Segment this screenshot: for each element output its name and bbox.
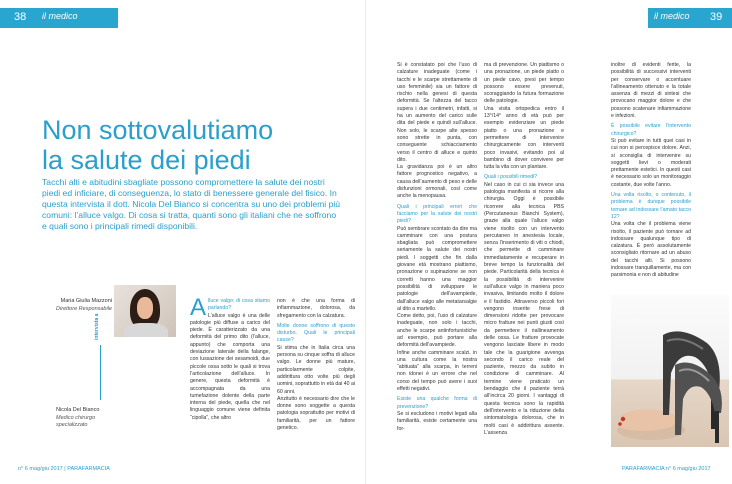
question-2: Molte donne soffrono di questo disturbo. Quali le principali cause? [277,322,355,344]
interviewer-role: Direttore Responsabile [56,305,112,312]
column-3-text-1: Si è constatato poi che l’uso di calzature inadeguate (come i tacchi e le scarpe strettamente di uso femminile) sia un fattore di rischio nella genesi di questa deformità. Se l’altezza del tacco supera i due centimetri, infatti, si ha un aumento del carico sulle dita del piede e quindi sull’alluce. Non solo, le scarpe alte spesso sono strette in punta, con conseguente schiacciamento verso il centro di alluce e quinto dito. [397,62,477,163]
column-1-text: L’alluce valgo è una delle patologie più diffuse a carico del piede. È caratterizzato da una deformità del primo dito (l’alluce, appunto) che comporta una deviazione laterale della falange, con lussazione dei sesamoidi, due piccole ossa sotto le quali si trova l’articolazione dell’alluce. In genere, questa deformità è accompagnata da una tumefazione dolente della parte interna del piede, quella che nel linguaggio comune viene definita “cipolla”, che altro [190,312,270,421]
column-3-text-6: Se si escludono i motivi legati alla familiarità, esiste certamente una for- [397,410,477,432]
column-3-text-3: Può sembrare scontato da dire ma camminare con una postura sbagliata può compromettere seriamente la salute dei nostri piedi. I soggetti che fin dalla giovane età mostrano piattismo, pronazione o supinazione se non corretti hanno una maggior possibilità di sviluppare le patologie dell’avampiede, dall’alluce valgo alle metatarsalgie al dito a martello. [397,225,477,312]
interviewer-name: Maria Giulia Mazzoni [60,298,112,304]
left-page-number: 38 [14,11,27,23]
column-4-text-1: ma di prevenzione. Un piattismo o una pronazione, un piede piatto o un piede cavo, presi per tempo possono essere prevenuti, scoraggiando la futura formazione delle patologie. [484,62,564,105]
expert-role: Medico chirurgo specializzato [56,414,96,428]
expert-byline [56,407,116,430]
right-page-number: 39 [710,11,723,23]
left-section-label: il medico [42,11,78,21]
article-column-2 [277,298,355,432]
column-5-text-2: Si può evitare in tutti quei casi in cui non si percepisce dolore. Anzi, si sconsiglia di intervenire su soggetti lievi o moderati prettamente estetici. In questi casi è necessario solo un monitoraggio costante, due volte l’anno. [611,137,691,188]
interview-label: intervista a [94,313,100,340]
high-heels-shoes-photo [611,295,729,447]
article-column-4 [484,62,564,437]
column-5-text-3: Una volta che il problema viene risolto, il paziente può tornare ad indossare qualunque tipo di calzatura. È però assolutamente sconsigliato ritornare ad un abuso del tacchi alti. Si possono indossare tranquillamente, ma con parsimonia e non di abitudine [611,221,691,279]
article-title [42,115,342,175]
question-3: Quali i principali errori che facciamo per la salute dei nostri piedi? [397,203,477,225]
column-3-text-2: La gravidanza poi è un altro fattore prognostico negativo, a causa dell’aumento di peso e delle disfunzioni ormonali, così come anche la menopausa. [397,164,477,200]
question-6: È possibile evitare l’intervento chirurgico? [611,123,691,137]
expert-name: Nicola Del Bianco [56,407,100,413]
article-column-5 [611,62,691,280]
column-3-text-4: Come detto, poi, l’uso di calzature inadeguate, non solo i tacchi, anche le scarpe antinfortunistiche ad esempio, può portare alla deformità dell’avampiede. [397,313,477,349]
column-4-text-2: Una visita ortopedica entro il 13°/14° anno di età può per esempio evidenziare un piede piatto o una pronazione e permettere di intervenire chirurgicamente con interventi poco invasivi, evitando poi al bambino di dover convivere per tutta la vita con un plantare. [484,105,564,171]
title-line-1: Non sottovalutiamo [42,115,274,145]
interviewer-byline [42,298,112,313]
column-3-text-5: Infine anche camminare scalzi, in una cultura come la nostra “abituata” alla scarpa, in terreni non idonei è un errore che nel corso del tempo può avere i suoi effetti negativi. [397,349,477,393]
article-column-3 [397,62,477,433]
question-1: lluce valgo: di cosa stiamo parlando? [208,298,270,312]
article-column-1 [190,294,270,422]
question-4: Esiste una qualche forma di prevenzione? [397,396,477,410]
column-2-text-2: Si stima che in Italia circa una persona su cinque soffra di alluce valgo. Le donne più mature, particolarmente colpite, addirittura otto volte più degli uomini, soprattutto in età dai 40 ai 60 anni. [277,344,355,395]
column-4-text-3: Nel caso in cui ci sia invece una patologia manifesta si ricorre alla chirurgia. Oggi è possibile ricorrere alla tecnica PBS (Percutaneous Bianchi System), grazie alla quale l’alluce valgo viene risolto con un intervento percutaneo in anestesia locale, senza l’inserimento di viti o chiodi, che permette di camminare immediatamente e recuperare in breve tempo la funzionalità del piede. Particolarità della tecnica è la possibilità di intervenire sull’alluce valgo in maniera poco invasiva, limitando molto il dolore e il fastidio. Attraverso piccoli fori vengono inserite frese di dimensioni ridotte per provocare micro fratture nei punti giusti così da permettere il riallineamento delle ossa. Le fratture provocate vengono lasciate libere in modo tale che la guarigione avvenga secondo il carico reale del paziente, mezzo da subito in condizione di camminare. Al termine viene praticato un bendaggio che il paziente terrà all’incirca 20 giorni. I vantaggi di questa tecnica sono la rapidità dell’intervento e la riduzione della sintomatologia dolorosa, che in molti casi è addirittura assente. L’assenza [484,181,564,436]
divider-line [100,345,101,400]
question-7: Una volta risolto, o contenuto, il problema è dunque possibile tornare ad indossare l’amato tacco 12? [611,192,691,220]
column-5-text-1: inoltre di evidenti ferite, la possibilità di successivi interventi per conservare o accentuare l’allineamento ottenuto e la totale assenza di mezzi di sintesi che provocano maggior dolore e che possono scatenare infiammazione e infezioni. [611,62,691,120]
title-line-2: la salute dei piedi [42,145,251,175]
column-2-text-3: Anzitutto è necessario dire che le donne sono soggette a questa patologia soprattutto per motivi di familiarità, per un fattore genetico. [277,395,355,432]
right-footer: PARAFARMACIA n° 6 mag/giu 2017 [622,466,711,472]
question-5: Quali i possibili rimedi? [484,174,538,181]
article-lead: Tacchi alti e abitudini sbagliate possono compromettere la salute dei nostri piedi ed inficiare, di conseguenza, lo stato di benessere generale del fisico. In questa intervista il dott. Nicola Del Bianco si concentra su uno dei problemi più comuni: l’alluce valgo. Di cosa si tratta, quanti sono gli italiani che ne soffrono e quali sono i principali rimedi disponibili. [42,177,341,231]
right-section-label: il medico [654,11,690,21]
interviewer-portrait-photo [114,285,176,337]
left-footer: n° 6 mag/giu 2017 | PARAFARMACIA [18,466,110,472]
column-2-text-1: non è che una forma di infiammazione, dolorosa, da sfregamento con la calzatura. [277,298,355,319]
dropcap: A [190,294,207,321]
